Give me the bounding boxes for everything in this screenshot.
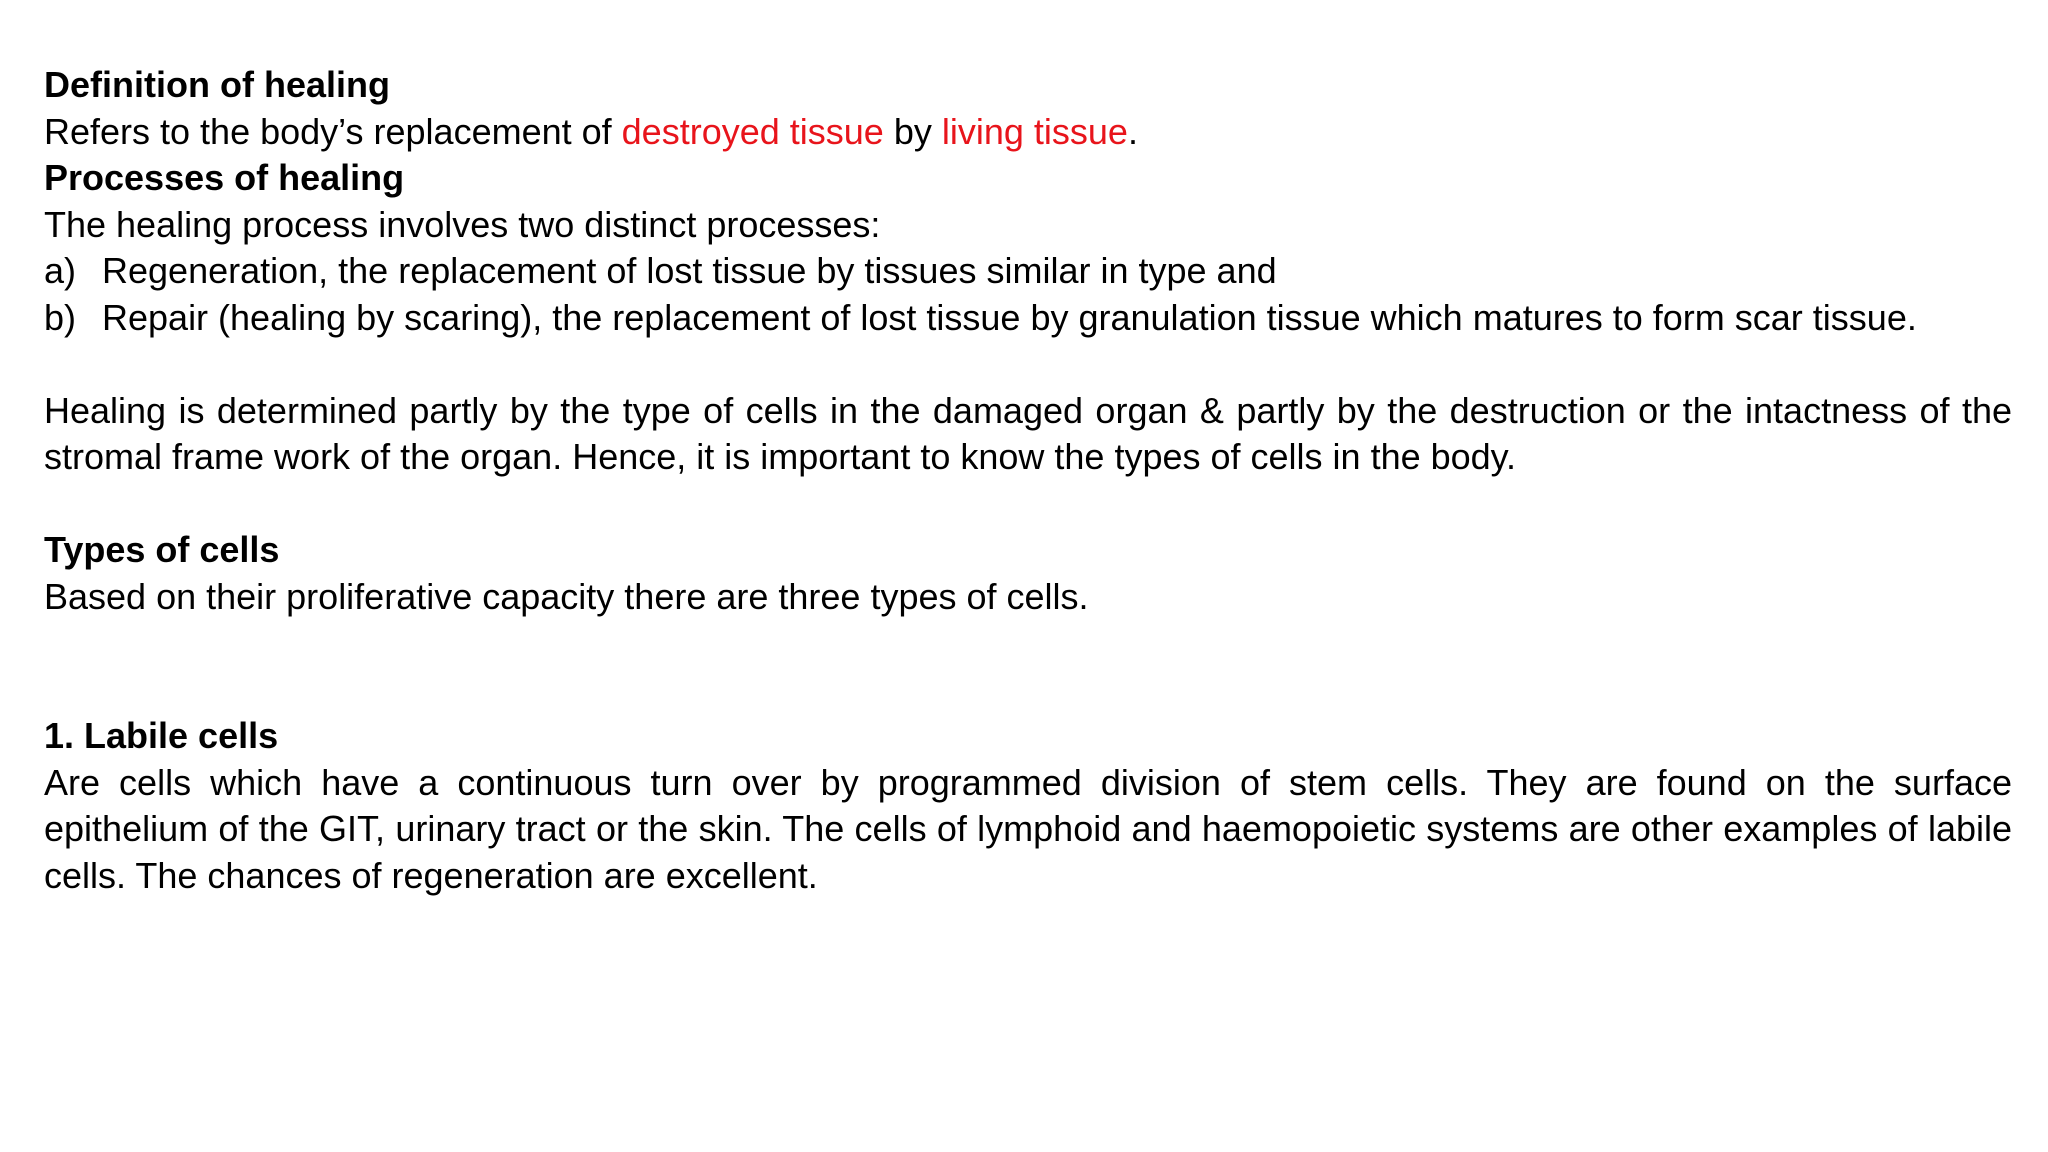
list-marker: b): [44, 296, 77, 338]
list-item: [44, 248, 2012, 295]
definition-text: [44, 109, 2012, 156]
cell-types-text: Based on their proliferative capacity there are three types of cells.: [44, 575, 1089, 617]
processes-intro: The healing process involves two distinct processes:: [44, 203, 881, 245]
list-item: [44, 295, 2012, 342]
list-item-text: Regeneration, the replacement of lost tissue by tissues similar in type and: [102, 250, 1277, 291]
processes-heading: Processes of healing: [44, 157, 405, 198]
cell-types-heading: Types of cells: [44, 529, 280, 570]
list-item-text: Repair (healing by scaring), the replacement of lost tissue by granulation tissue which matures to form scar tissue.: [102, 296, 1917, 338]
processes-list: [44, 248, 2012, 341]
determination-paragraph: Healing is determined partly by the type of cells in the damaged organ & partly by the destruction or the intactness of the stromal frame work of the organ. Hence, it is important to know the types of cells in the body.: [44, 389, 2012, 477]
highlight-destroyed-tissue: destroyed tissue: [621, 110, 884, 152]
slide-content: [44, 62, 2012, 899]
definition-heading: Definition of healing: [44, 64, 390, 105]
spacer: [44, 620, 2012, 713]
highlight-living-tissue: living tissue: [941, 110, 1128, 152]
definition-text-middle: by: [883, 110, 942, 152]
list-marker: a): [44, 250, 77, 291]
labile-heading: 1. Labile cells: [44, 715, 279, 756]
spacer: [44, 341, 2012, 388]
definition-text-before: Refers to the body’s replacement of: [44, 110, 622, 152]
definition-text-after: .: [1127, 110, 1138, 152]
spacer: [44, 481, 2012, 528]
labile-paragraph: Are cells which have a continuous turn over by programmed division of stem cells. They are found on the surface epithelium of the GIT, urinary tract or the skin. The cells of lymphoid and haemopoietic systems are other examples of labile cells. The chances of regeneration are excellent.: [44, 761, 2012, 896]
